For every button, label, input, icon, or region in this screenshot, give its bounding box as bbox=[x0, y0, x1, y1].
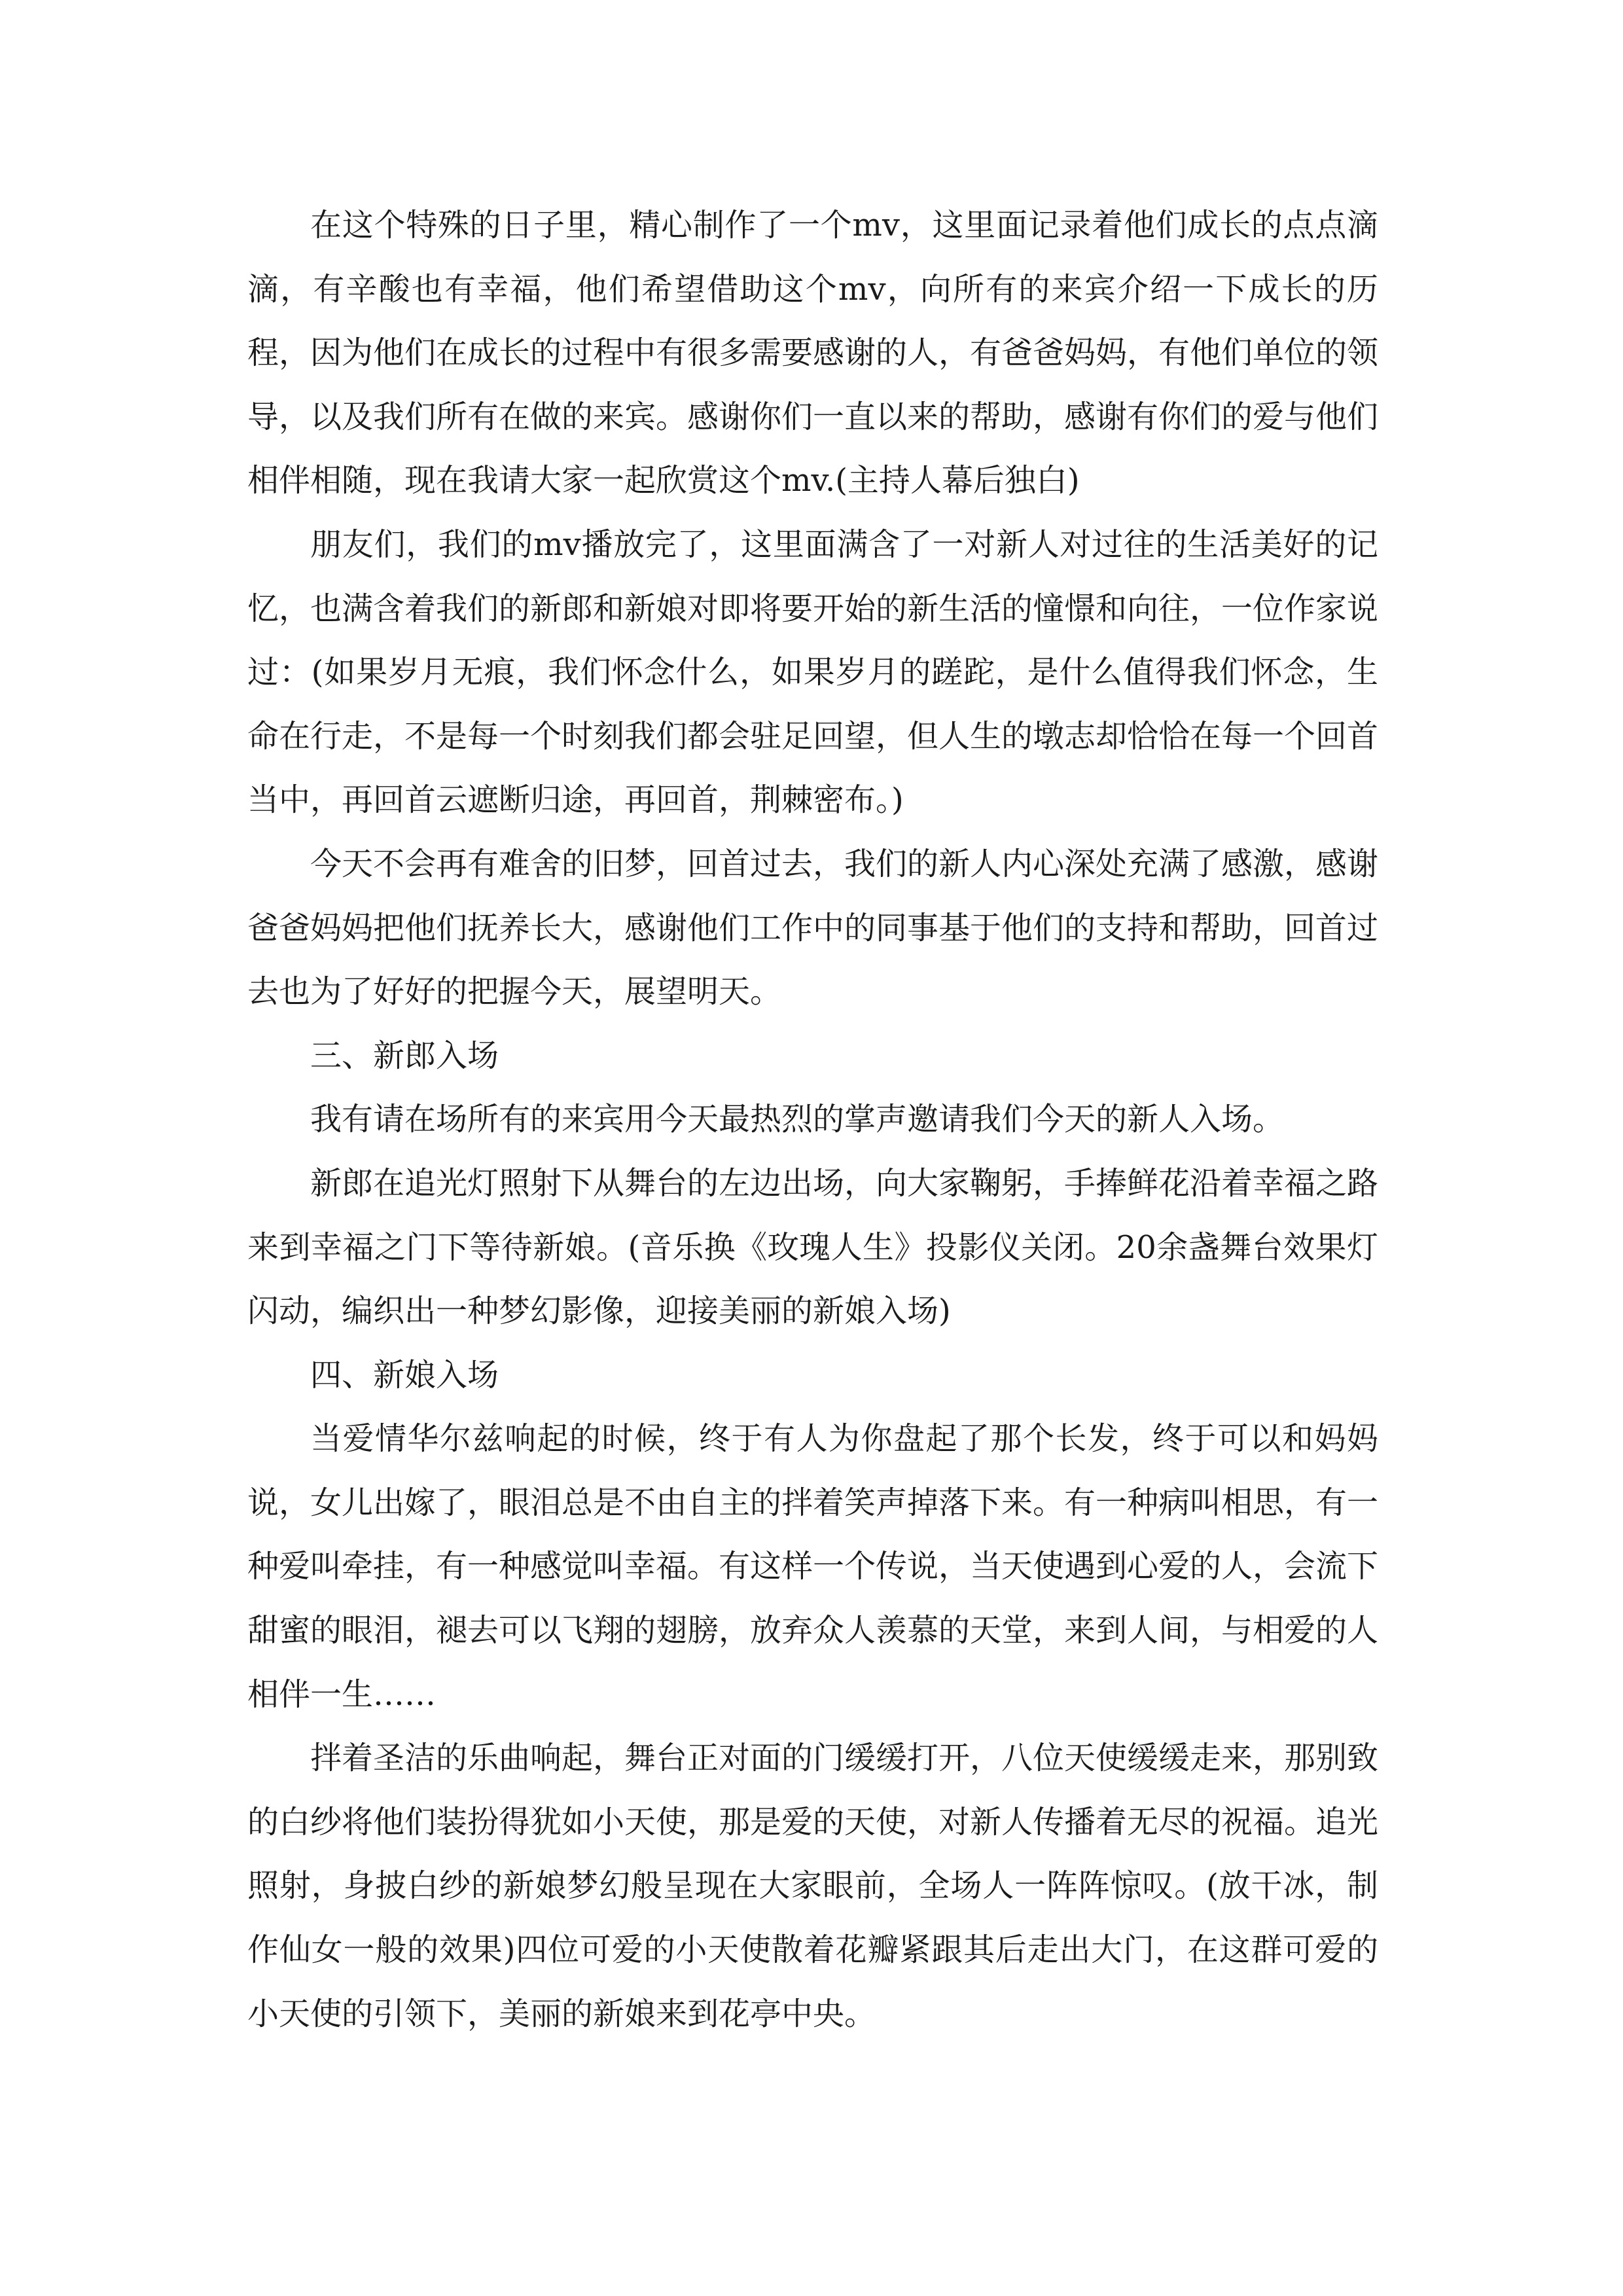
section-heading-groom-entrance: 三、新郎入场 bbox=[310, 1037, 499, 1074]
paragraph-waltz: 当爱情华尔兹响起的时候，终于有人为你盘起了那个长发，终于可以和妈妈说，女儿出嫁了，眼泪总是不由自主的拌着笑声掉落下来。有一种病叫相思，有一种爱叫牵挂，有一种感觉叫幸福。有这样一个传说，当天使遇到心爱的人，会流下甜蜜的眼泪，褪去可以飞翔的翅膀，放弃众人羡慕的天堂，来到人间，与相爱的人相伴一生…… bbox=[247, 1420, 1379, 1713]
paragraph-mv-intro: 在这个特殊的日子里，精心制作了一个mv，这里面记录着他们成长的点点滴滴，有辛酸也有幸福，他们希望借助这个mv，向所有的来宾介绍一下成长的历程，因为他们在成长的过程中有很多需要感谢的人，有爸爸妈妈，有他们单位的领导，以及我们所有在做的来宾。感谢你们一直以来的帮助，感谢有你们的爱与他们相伴相随，现在我请大家一起欣赏这个mv.(主持人幕后独白) bbox=[247, 207, 1379, 499]
paragraph-groom-enters: 新郎在追光灯照射下从舞台的左边出场，向大家鞠躬，手捧鲜花沿着幸福之路来到幸福之门下等待新娘。(音乐换《玫瑰人生》投影仪关闭。20余盏舞台效果灯闪动，编织出一种梦幻影像，迎接美丽的新娘入场) bbox=[247, 1164, 1379, 1330]
paragraph-invite-applause: 我有请在场所有的来宾用今天最热烈的掌声邀请我们今天的新人入场。 bbox=[310, 1101, 1285, 1138]
document-body bbox=[247, 194, 1378, 2046]
paragraph-gratitude: 今天不会再有难舍的旧梦，回首过去，我们的新人内心深处充满了感激，感谢爸爸妈妈把他们抚养长大，感谢他们工作中的同事基于他们的支持和帮助，回首过去也为了好好的把握今天，展望明天。 bbox=[247, 845, 1379, 1011]
paragraph-mv-finished: 朋友们，我们的mv播放完了，这里面满含了一对新人对过往的生活美好的记忆，也满含着我们的新郎和新娘对即将要开始的新生活的憧憬和向往，一位作家说过：(如果岁月无痕，我们怀念什么，如果岁月的蹉跎，是什么值得我们怀念，生命在行走，不是每一个时刻我们都会驻足回望，但人生的墩志却恰恰在每一个回首当中，再回首云遮断归途，再回首，荆棘密布。) bbox=[247, 526, 1379, 819]
paragraph-bride-enters: 拌着圣洁的乐曲响起，舞台正对面的门缓缓打开，八位天使缓缓走来，那别致的白纱将他们装扮得犹如小天使，那是爱的天使，对新人传播着无尽的祝福。追光照射，身披白纱的新娘梦幻般呈现在大家眼前，全场人一阵阵惊叹。(放干冰，制作仙女一般的效果)四位可爱的小天使散着花瓣紧跟其后走出大门，在这群可爱的小天使的引领下，美丽的新娘来到花亭中央。 bbox=[247, 1740, 1379, 2032]
section-heading-bride-entrance: 四、新娘入场 bbox=[310, 1356, 499, 1393]
